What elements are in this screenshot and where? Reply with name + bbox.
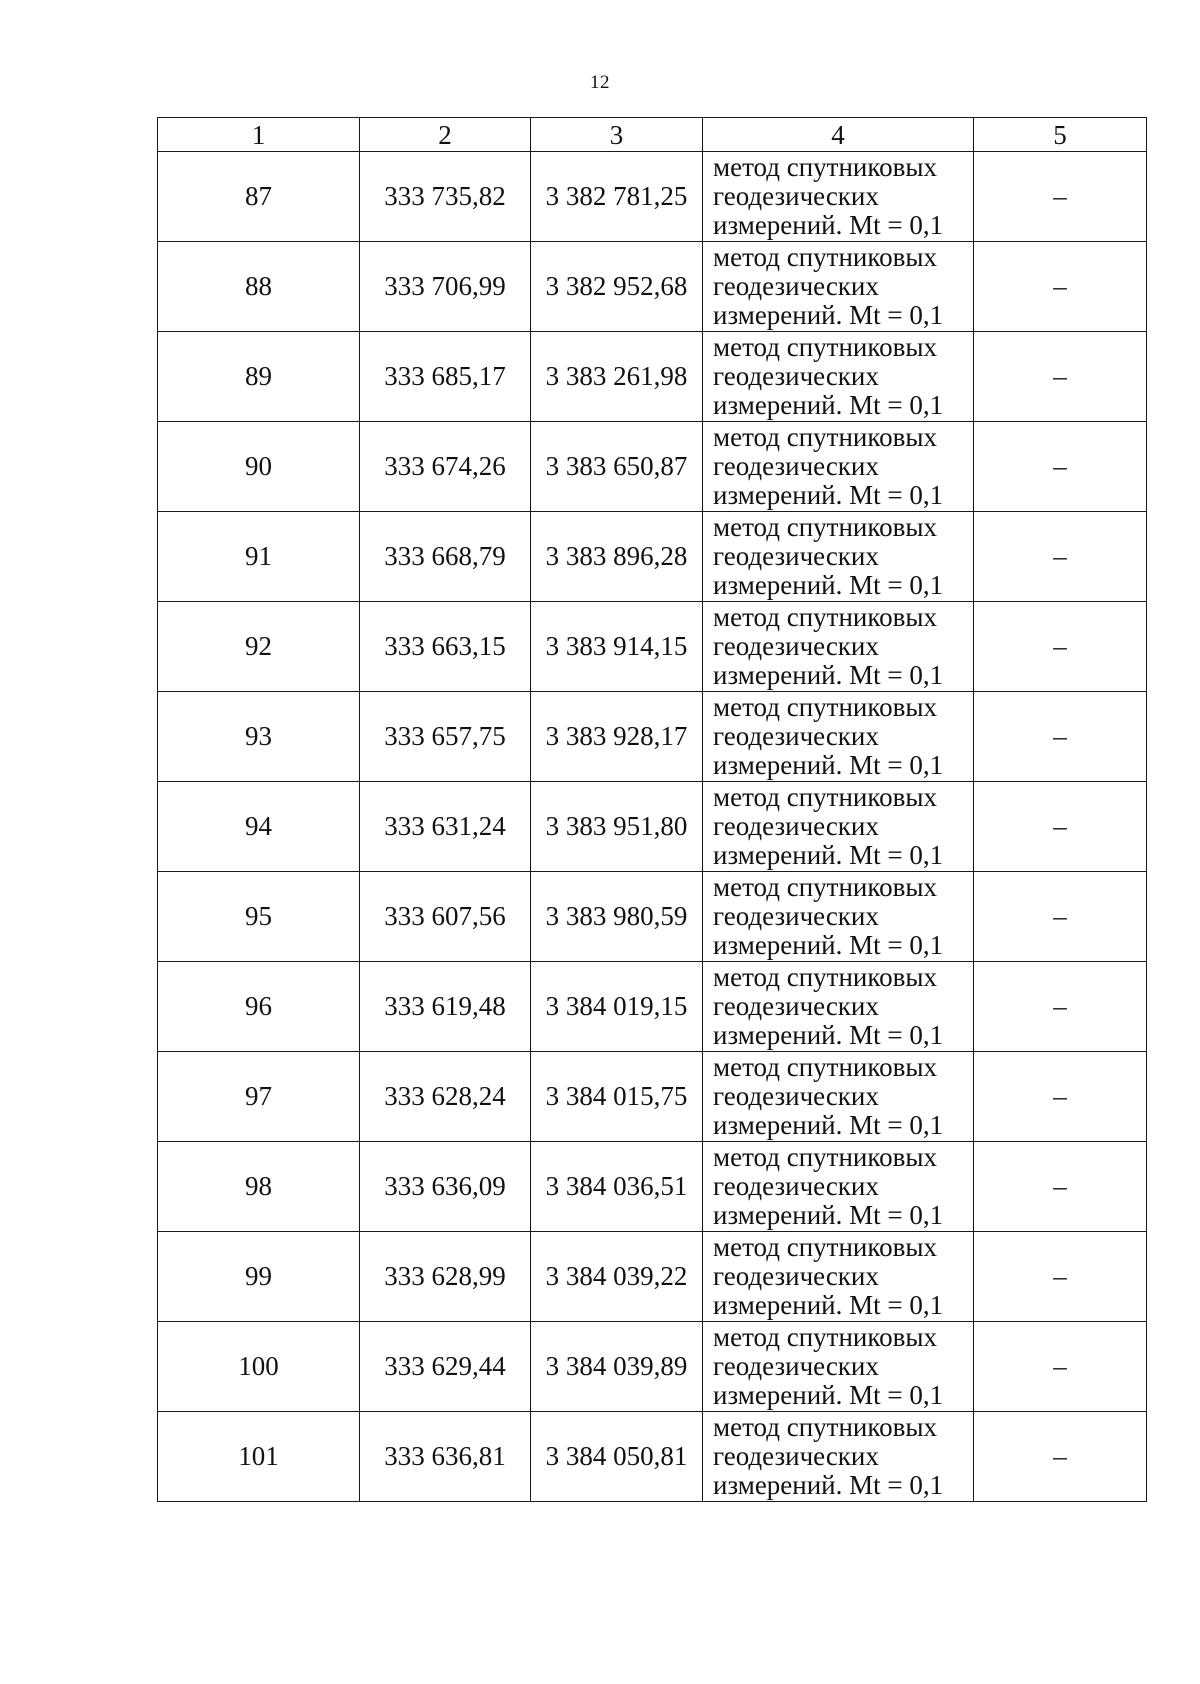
point-number-cell: 95: [158, 872, 360, 962]
method-cell: [703, 692, 974, 782]
method-line: измерений. Mt = 0,1: [713, 210, 944, 240]
method-cell: [703, 1142, 974, 1232]
y-coordinate-cell: 3 383 951,80: [531, 782, 703, 872]
coordinates-table: [157, 117, 1147, 1502]
x-coordinate-cell: 333 674,26: [360, 422, 531, 512]
method-cell: [703, 512, 974, 602]
note-cell: –: [974, 962, 1147, 1052]
y-coordinate-cell: 3 383 980,59: [531, 872, 703, 962]
x-coordinate-cell: 333 685,17: [360, 332, 531, 422]
table-header: [158, 118, 1147, 152]
note-cell: –: [974, 1142, 1147, 1232]
x-coordinate-cell: 333 607,56: [360, 872, 531, 962]
table-row: [158, 422, 1147, 512]
method-cell: [703, 1232, 974, 1322]
table-row: [158, 242, 1147, 332]
table-row: [158, 332, 1147, 422]
table-row: [158, 152, 1147, 242]
method-line: метод спутниковых: [713, 602, 937, 632]
y-coordinate-cell: 3 383 261,98: [531, 332, 703, 422]
point-number-cell: 91: [158, 512, 360, 602]
method-line: геодезических: [713, 1441, 879, 1471]
method-line: геодезических: [713, 181, 879, 211]
y-coordinate-cell: 3 383 914,15: [531, 602, 703, 692]
point-number-cell: 100: [158, 1322, 360, 1412]
note-cell: –: [974, 692, 1147, 782]
point-number-cell: 99: [158, 1232, 360, 1322]
method-line: измерений. Mt = 0,1: [713, 1110, 944, 1140]
y-coordinate-cell: 3 383 896,28: [531, 512, 703, 602]
x-coordinate-cell: 333 636,09: [360, 1142, 531, 1232]
x-coordinate-cell: 333 619,48: [360, 962, 531, 1052]
table-row: [158, 602, 1147, 692]
method-line: измерений. Mt = 0,1: [713, 570, 944, 600]
method-line: метод спутниковых: [713, 1052, 937, 1082]
method-cell: [703, 872, 974, 962]
table-body: [158, 152, 1147, 1502]
method-line: метод спутниковых: [713, 1232, 937, 1262]
table-row: [158, 1142, 1147, 1232]
x-coordinate-cell: 333 663,15: [360, 602, 531, 692]
method-line: геодезических: [713, 271, 879, 301]
y-coordinate-cell: 3 383 650,87: [531, 422, 703, 512]
method-line: геодезических: [713, 1081, 879, 1111]
y-coordinate-cell: 3 384 039,22: [531, 1232, 703, 1322]
method-line: метод спутниковых: [713, 332, 937, 362]
method-line: метод спутниковых: [713, 1322, 937, 1352]
note-cell: –: [974, 1052, 1147, 1142]
table-row: [158, 872, 1147, 962]
note-cell: –: [974, 782, 1147, 872]
x-coordinate-cell: 333 628,24: [360, 1052, 531, 1142]
note-cell: –: [974, 1232, 1147, 1322]
y-coordinate-cell: 3 384 019,15: [531, 962, 703, 1052]
method-line: метод спутниковых: [713, 1142, 937, 1172]
method-line: геодезических: [713, 451, 879, 481]
method-line: геодезических: [713, 1171, 879, 1201]
header-row: [158, 118, 1147, 152]
method-line: метод спутниковых: [713, 242, 937, 272]
x-coordinate-cell: 333 735,82: [360, 152, 531, 242]
method-cell: [703, 962, 974, 1052]
method-line: измерений. Mt = 0,1: [713, 660, 944, 690]
point-number-cell: 90: [158, 422, 360, 512]
table-row: [158, 1412, 1147, 1502]
method-cell: [703, 152, 974, 242]
table-row: [158, 1052, 1147, 1142]
method-line: геодезических: [713, 721, 879, 751]
method-line: измерений. Mt = 0,1: [713, 1290, 944, 1320]
method-line: измерений. Mt = 0,1: [713, 840, 944, 870]
method-cell: [703, 1052, 974, 1142]
column-header-2: 2: [360, 118, 531, 152]
note-cell: –: [974, 512, 1147, 602]
method-line: метод спутниковых: [713, 152, 937, 182]
y-coordinate-cell: 3 384 039,89: [531, 1322, 703, 1412]
method-line: метод спутниковых: [713, 872, 937, 902]
method-line: измерений. Mt = 0,1: [713, 390, 944, 420]
column-header-3: 3: [531, 118, 703, 152]
method-cell: [703, 422, 974, 512]
note-cell: –: [974, 332, 1147, 422]
y-coordinate-cell: 3 382 952,68: [531, 242, 703, 332]
method-line: геодезических: [713, 631, 879, 661]
method-line: измерений. Mt = 0,1: [713, 1470, 944, 1500]
method-line: измерений. Mt = 0,1: [713, 1380, 944, 1410]
note-cell: –: [974, 152, 1147, 242]
note-cell: –: [974, 1322, 1147, 1412]
x-coordinate-cell: 333 628,99: [360, 1232, 531, 1322]
method-line: метод спутниковых: [713, 512, 937, 542]
table-row: [158, 1232, 1147, 1322]
y-coordinate-cell: 3 384 050,81: [531, 1412, 703, 1502]
note-cell: –: [974, 872, 1147, 962]
method-line: геодезических: [713, 1351, 879, 1381]
page-number: 12: [590, 72, 610, 93]
point-number-cell: 94: [158, 782, 360, 872]
x-coordinate-cell: 333 629,44: [360, 1322, 531, 1412]
method-cell: [703, 602, 974, 692]
method-cell: [703, 242, 974, 332]
point-number-cell: 93: [158, 692, 360, 782]
method-line: метод спутниковых: [713, 782, 937, 812]
point-number-cell: 87: [158, 152, 360, 242]
method-line: геодезических: [713, 811, 879, 841]
note-cell: –: [974, 242, 1147, 332]
x-coordinate-cell: 333 631,24: [360, 782, 531, 872]
x-coordinate-cell: 333 668,79: [360, 512, 531, 602]
method-cell: [703, 1322, 974, 1412]
method-line: геодезических: [713, 1261, 879, 1291]
column-header-5: 5: [974, 118, 1147, 152]
point-number-cell: 96: [158, 962, 360, 1052]
method-cell: [703, 782, 974, 872]
note-cell: –: [974, 602, 1147, 692]
table-row: [158, 782, 1147, 872]
note-cell: –: [974, 422, 1147, 512]
table-row: [158, 512, 1147, 602]
method-line: измерений. Mt = 0,1: [713, 1200, 944, 1230]
point-number-cell: 88: [158, 242, 360, 332]
method-line: измерений. Mt = 0,1: [713, 480, 944, 510]
method-line: геодезических: [713, 361, 879, 391]
method-line: измерений. Mt = 0,1: [713, 1020, 944, 1050]
point-number-cell: 89: [158, 332, 360, 422]
table-row: [158, 962, 1147, 1052]
method-line: измерений. Mt = 0,1: [713, 750, 944, 780]
point-number-cell: 92: [158, 602, 360, 692]
column-header-1: 1: [158, 118, 360, 152]
point-number-cell: 98: [158, 1142, 360, 1232]
table-row: [158, 692, 1147, 782]
method-line: измерений. Mt = 0,1: [713, 930, 944, 960]
point-number-cell: 97: [158, 1052, 360, 1142]
y-coordinate-cell: 3 384 036,51: [531, 1142, 703, 1232]
y-coordinate-cell: 3 382 781,25: [531, 152, 703, 242]
method-line: геодезических: [713, 541, 879, 571]
y-coordinate-cell: 3 384 015,75: [531, 1052, 703, 1142]
method-cell: [703, 332, 974, 422]
note-cell: –: [974, 1412, 1147, 1502]
method-line: измерений. Mt = 0,1: [713, 300, 944, 330]
x-coordinate-cell: 333 657,75: [360, 692, 531, 782]
method-line: метод спутниковых: [713, 962, 937, 992]
point-number-cell: 101: [158, 1412, 360, 1502]
method-cell: [703, 1412, 974, 1502]
method-line: метод спутниковых: [713, 1412, 937, 1442]
method-line: геодезических: [713, 991, 879, 1021]
x-coordinate-cell: 333 636,81: [360, 1412, 531, 1502]
method-line: геодезических: [713, 901, 879, 931]
column-header-4: 4: [703, 118, 974, 152]
method-line: метод спутниковых: [713, 692, 937, 722]
x-coordinate-cell: 333 706,99: [360, 242, 531, 332]
y-coordinate-cell: 3 383 928,17: [531, 692, 703, 782]
method-line: метод спутниковых: [713, 422, 937, 452]
table-row: [158, 1322, 1147, 1412]
